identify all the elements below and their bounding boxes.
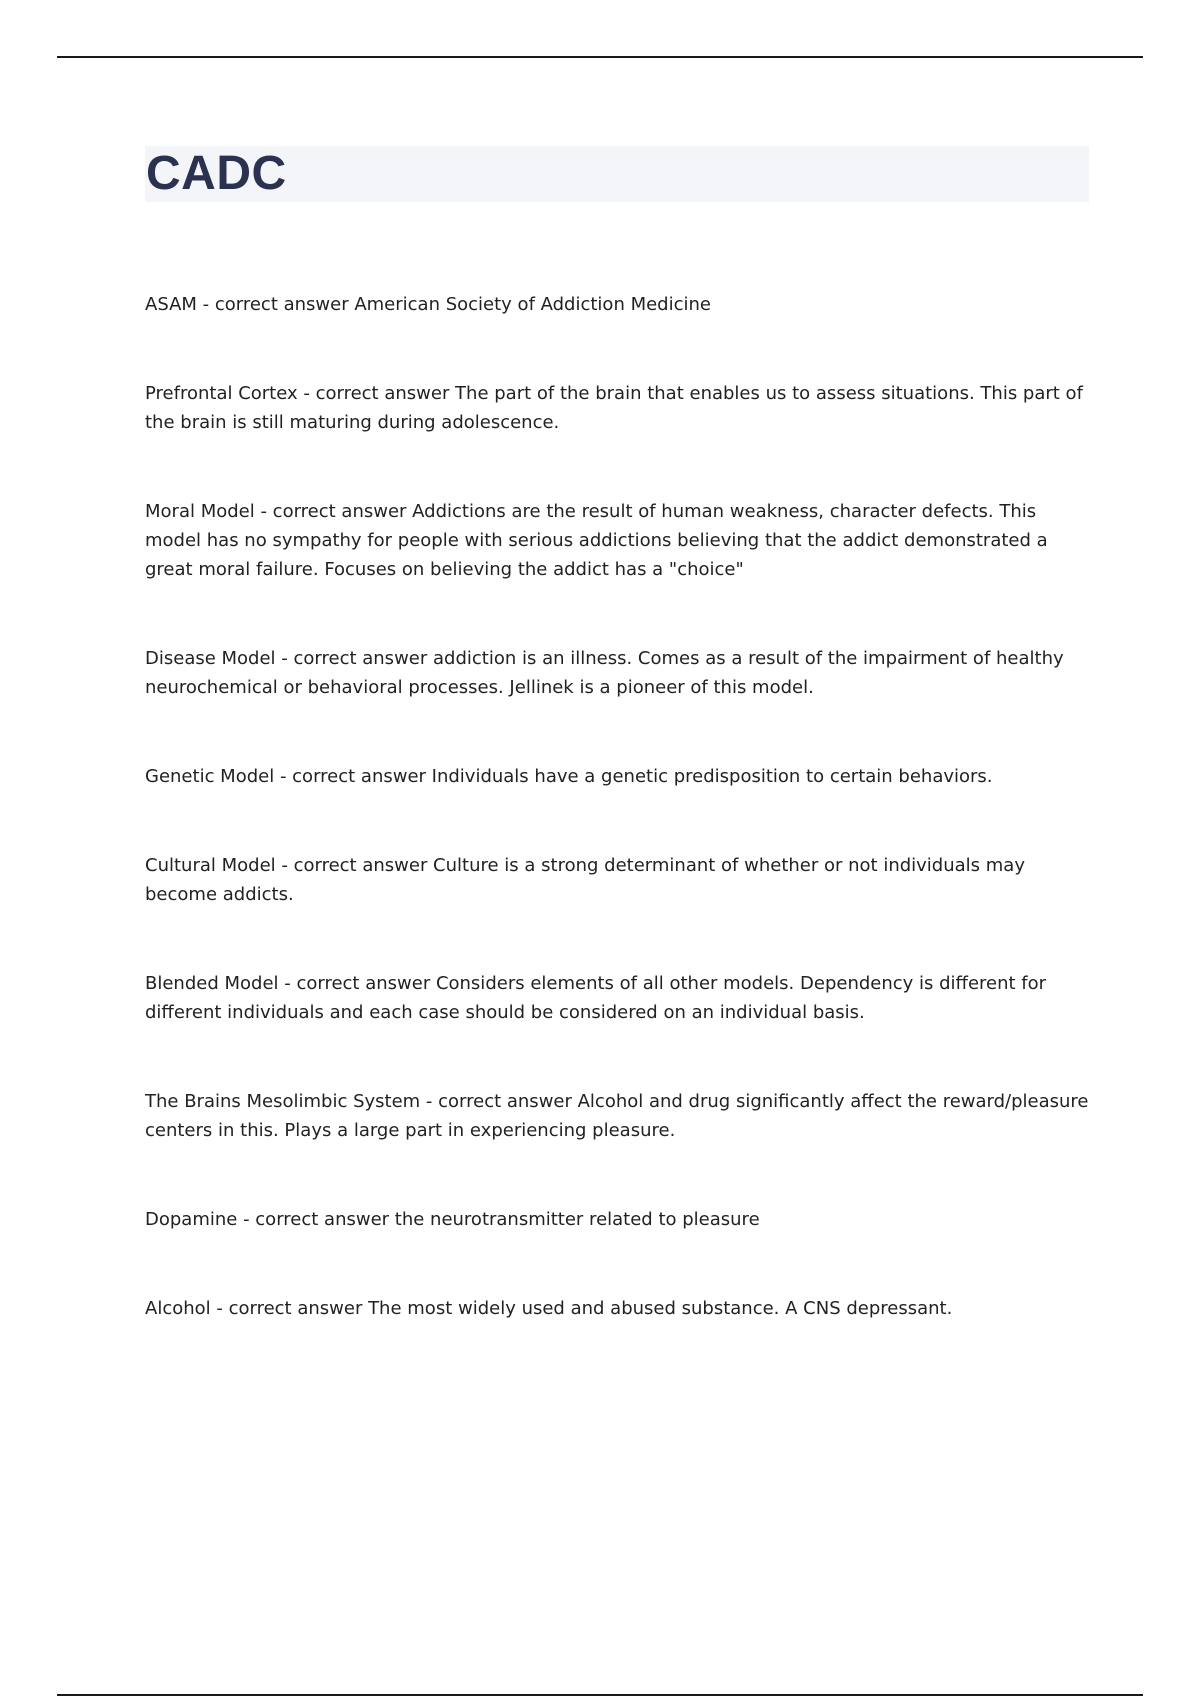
flashcard-entry: ASAM - correct answer American Society of Addiction Medicine	[145, 294, 711, 315]
flashcard-entry: Cultural Model - correct answer Culture is a strong determinant of whether or not individuals may become addicts.	[145, 855, 1025, 905]
flashcard-entry: Prefrontal Cortex - correct answer The part of the brain that enables us to assess situations. This part of the brain is still maturing during adolescence.	[145, 383, 1083, 433]
flashcard-entry: Blended Model - correct answer Considers elements of all other models. Dependency is different for different individuals and each case should be considered on an individual basis.	[145, 973, 1047, 1023]
flashcard-entry: Disease Model - correct answer addiction is an illness. Comes as a result of the impairment of healthy neurochemical or behavioral processes. Jellinek is a pioneer of this model.	[145, 648, 1064, 698]
flashcard-entry: The Brains Mesolimbic System - correct answer Alcohol and drug significantly affect the reward/pleasure centers in this. Plays a large part in experiencing pleasure.	[145, 1091, 1089, 1141]
flashcard-entry: Alcohol - correct answer The most widely used and abused substance. A CNS depressant.	[145, 1298, 953, 1319]
header-rule	[57, 56, 1143, 58]
flashcard-entry: Moral Model - correct answer Addictions are the result of human weakness, character defects. This model has no sympathy for people with serious addictions believing that the addict demonstrated a great moral failure. Focuses on believing the addict has a "choice"	[145, 501, 1048, 580]
footer-rule	[57, 1694, 1143, 1696]
flashcard-entry: Genetic Model - correct answer Individuals have a genetic predisposition to certain behaviors.	[145, 766, 993, 787]
flashcard-list	[145, 290, 1090, 1383]
document-title: CADC	[146, 147, 287, 200]
flashcard-entry: Dopamine - correct answer the neurotransmitter related to pleasure	[145, 1209, 760, 1230]
